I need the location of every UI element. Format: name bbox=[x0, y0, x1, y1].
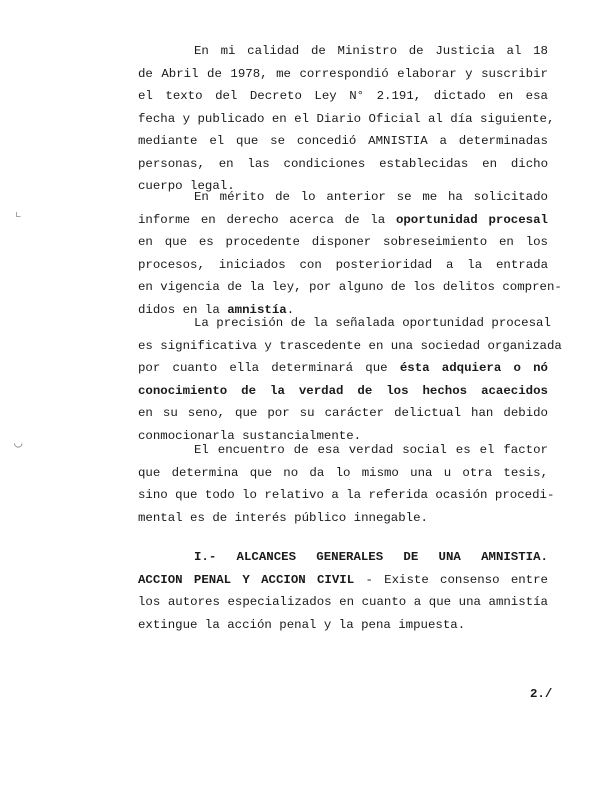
text-line: fecha y publicado en el Diario Oficial al día siguiente, bbox=[138, 111, 555, 126]
text-line: es significativa y trascedente en una sociedad organizada bbox=[138, 338, 562, 353]
bold-text: amnistía bbox=[227, 302, 287, 317]
bold-text: I.- ALCANCES GENERALES DE UNA AMNISTIA. bbox=[194, 550, 548, 564]
paragraph-section-one bbox=[138, 546, 548, 636]
margin-mark: ⌞ bbox=[14, 205, 23, 221]
text-line: En mi calidad de Ministro de Justicia al 18 bbox=[194, 44, 548, 58]
text-line: de Abril de 1978, me correspondió elaborar y suscribir bbox=[138, 66, 548, 81]
text-line: por cuanto ella determinará que ésta adquiera o nó bbox=[138, 361, 548, 375]
bold-text: conocimiento de la verdad de los hechos acaecidos bbox=[138, 383, 548, 398]
text-line: cuerpo legal. bbox=[138, 179, 235, 193]
paragraph-request bbox=[138, 186, 562, 321]
text-line: La precisión de la señalada oportunidad procesal bbox=[194, 316, 551, 330]
bold-text: ACCION PENAL Y ACCION CIVIL bbox=[138, 572, 355, 587]
text-line: personas, en las condiciones establecidas en dicho bbox=[138, 156, 548, 171]
text-line: mental es de interés público innegable. bbox=[138, 510, 428, 525]
text-line: didos en la amnistía. bbox=[138, 302, 295, 317]
text-line: extingue la acción penal y la pena impuesta. bbox=[138, 617, 466, 632]
text-line: el texto del Decreto Ley N° 2.191, dictado en esa bbox=[138, 89, 548, 103]
text-line: en su seno, que por su carácter delictual han debido bbox=[138, 406, 548, 420]
text-line: informe en derecho acerca de la oportunidad procesal bbox=[138, 212, 548, 227]
text-line: en vigencia de la ley, por alguno de los delitos compren- bbox=[138, 280, 562, 294]
text-line: ACCION PENAL Y ACCION CIVIL - Existe consenso entre bbox=[138, 572, 548, 587]
text-line bbox=[138, 546, 548, 569]
text-line: En mérito de lo anterior se me ha solicitado bbox=[194, 190, 548, 204]
bold-text: oportunidad procesal bbox=[395, 212, 548, 227]
paragraph-significance bbox=[138, 312, 562, 447]
text-line: los autores especializados en cuanto a que una amnistía bbox=[138, 595, 548, 609]
margin-mark: ◡ bbox=[14, 436, 23, 452]
text-line: conmocionarla sustancialmente. bbox=[138, 428, 362, 443]
bold-text: ésta adquiera o nó bbox=[399, 361, 548, 375]
text-line: que determina que no da lo mismo una u otra tesis, bbox=[138, 465, 548, 480]
text-line: procesos, iniciados con posterioridad a la entrada bbox=[138, 257, 548, 272]
text-line: El encuentro de esa verdad social es el factor bbox=[194, 443, 548, 457]
text-line bbox=[138, 380, 548, 403]
page-number: 2./ bbox=[530, 687, 553, 701]
text-line: en que es procedente disponer sobreseimiento en los bbox=[138, 235, 548, 249]
paragraph-social-truth bbox=[138, 439, 555, 529]
text-line: mediante el que se concedió AMNISTIA a determinadas bbox=[138, 134, 548, 148]
text-line: sino que todo lo relativo a la referida ocasión procedi- bbox=[138, 488, 555, 502]
paragraph-ministry-role bbox=[138, 40, 555, 198]
